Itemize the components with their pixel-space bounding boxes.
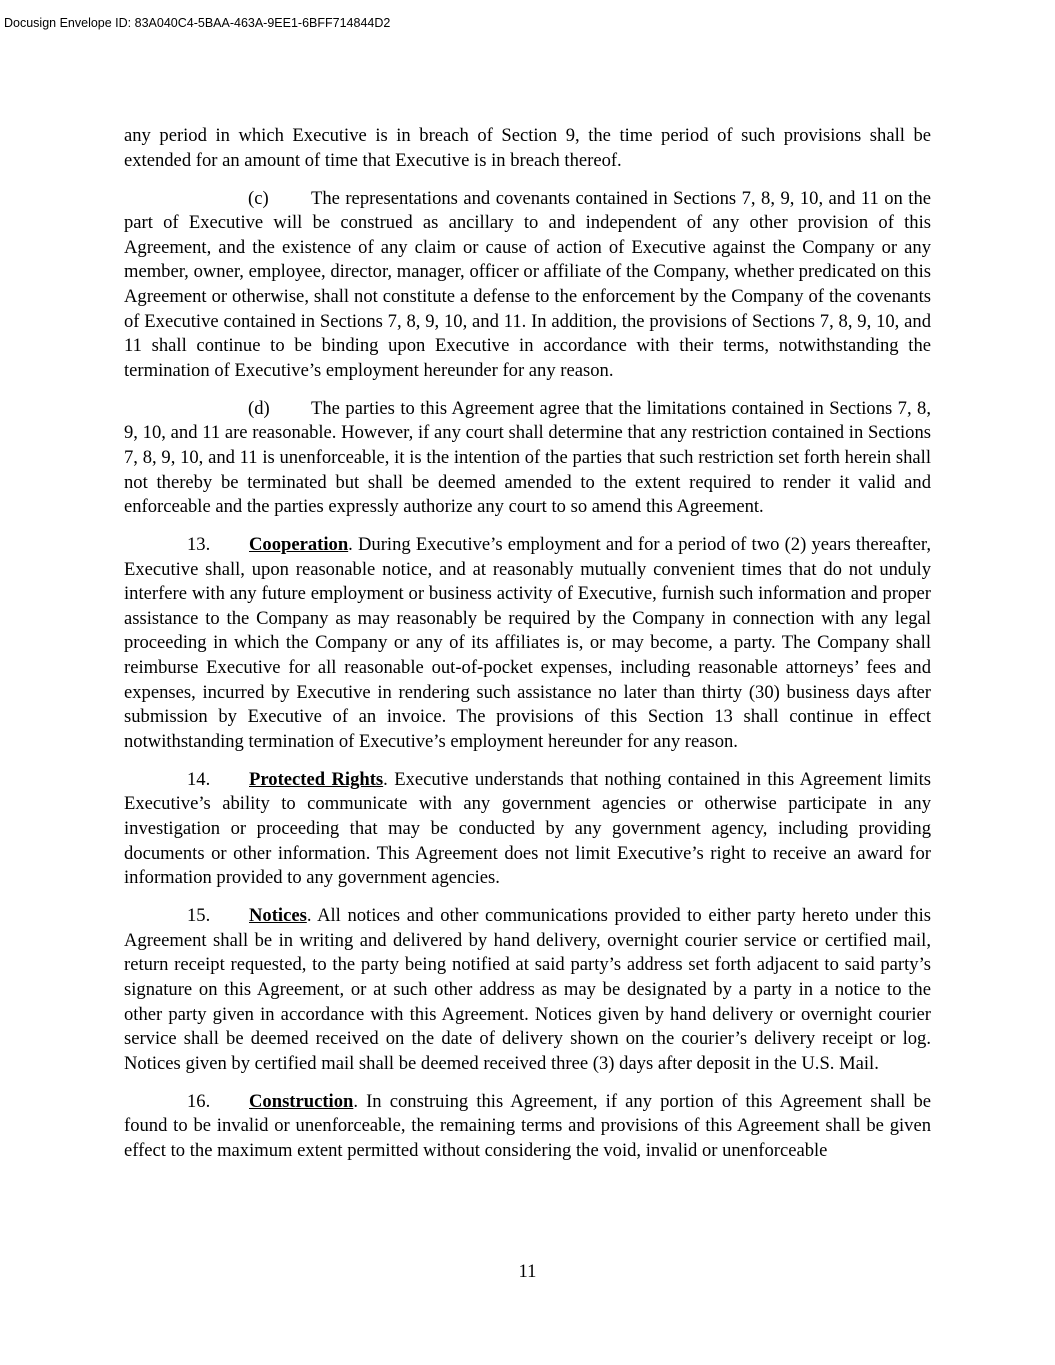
paragraph-text: any period in which Executive is in breach of Section 9, the time period of such provisions shall be extended for an amount of time that Executive is in breach thereof. — [124, 125, 931, 171]
section-heading: Construction — [249, 1090, 354, 1112]
subsection-d — [124, 397, 931, 520]
section-number: 16. — [187, 1090, 211, 1112]
section-heading: Notices — [249, 905, 307, 927]
subsection-marker: (d) — [248, 397, 270, 419]
section-number: 15. — [187, 905, 211, 927]
page-number: 11 — [518, 1261, 537, 1282]
section-heading: Cooperation — [249, 534, 349, 556]
section-15 — [124, 904, 931, 1076]
subsection-marker: (c) — [248, 187, 269, 209]
paragraph-continuation — [124, 124, 931, 173]
section-13 — [124, 533, 931, 754]
section-14 — [124, 768, 931, 891]
subsection-text: The representations and covenants contained in Sections 7, 8, 9, 10, and 11 on the part of Executive will be construed as ancillary to and independent of any other provision of this Agreement, and the existence of any claim or cause of action of Executive against the Company or any member, owner, employee, director, manager, officer or affiliate of the Company, whether predicated on this Agreement or otherwise, shall not constitute a defense to the enforcement by the Company of the covenants of Executive contained in Sections 7, 8, 9, 10, and 11. In addition, the provisions of Sections 7, 8, 9, 10, and 11 shall continue to be binding upon Executive in accordance with their terms, notwithstanding the termination of Executive’s employment hereunder for any reason. — [124, 187, 931, 381]
subsection-text: The parties to this Agreement agree that the limitations contained in Sections 7, 8, 9, 10, and 11 are reasonable. However, if any court shall determine that any restriction contained in Sections 7, 8, 9, 10, and 11 is unenforceable, it is the intention of the parties that such restriction set forth herein shall not thereby be terminated but shall be deemed amended to the extent required to render it valid and enforceable and the parties expressly authorize any court to so amend this Agreement. — [124, 397, 931, 518]
section-16 — [124, 1090, 931, 1164]
section-number: 14. — [187, 768, 211, 790]
section-number: 13. — [187, 534, 211, 556]
envelope-id-header: Docusign Envelope ID: 83A040C4-5BAA-463A-9EE1-6BFF714844D2 — [4, 16, 391, 30]
document-body — [124, 124, 931, 1177]
subsection-c — [124, 187, 931, 384]
section-text: . Executive understands that nothing contained in this Agreement limits Executive’s ability to communicate with any government agencies or otherwise participate in any investigation or proceeding that may be conducted by any government agency, including providing documents or other information. This Agreement does not limit Executive’s right to receive an award for information provided to any government agencies. — [124, 768, 931, 889]
section-text: . In construing this Agreement, if any portion of this Agreement shall be found to be invalid or unenforceable, the remaining terms and provisions of this Agreement shall be given effect to the maximum extent permitted without considering the void, invalid or unenforceable — [124, 1090, 931, 1161]
section-text: . All notices and other communications provided to either party hereto under this Agreement shall be in writing and delivered by hand delivery, overnight courier service or certified mail, return receipt requested, to the party being notified at said party’s address set forth adjacent to said party’s signature on this Agreement, or at such other address as may be designated by a party in a notice to the other party given in accordance with this Agreement. Notices given by hand delivery or overnight courier service shall be deemed received on the date of delivery shown on the courier’s delivery receipt or log. Notices given by certified mail shall be deemed received three (3) days after deposit in the U.S. Mail. — [124, 905, 931, 1074]
section-text: . During Executive’s employment and for a period of two (2) years thereafter, Executive shall, upon reasonable notice, and at reasonably mutually convenient times that do not unduly interfere with any future employment or business activity of Executive, furnish such information and proper assistance to the Company as may reasonably be required by the Company in connection with any legal proceeding in which the Company or any of its affiliates is, or may become, a party. The Company shall reimburse Executive for all reasonable out-of-pocket expenses, including reasonable attorneys’ fees and expenses, incurred by Executive in rendering such assistance no later than thirty (30) business days after submission by Executive of an invoice. The provisions of this Section 13 shall continue in effect notwithstanding termination of Executive’s employment hereunder for any reason. — [124, 534, 931, 752]
section-heading: Protected Rights — [249, 768, 384, 790]
